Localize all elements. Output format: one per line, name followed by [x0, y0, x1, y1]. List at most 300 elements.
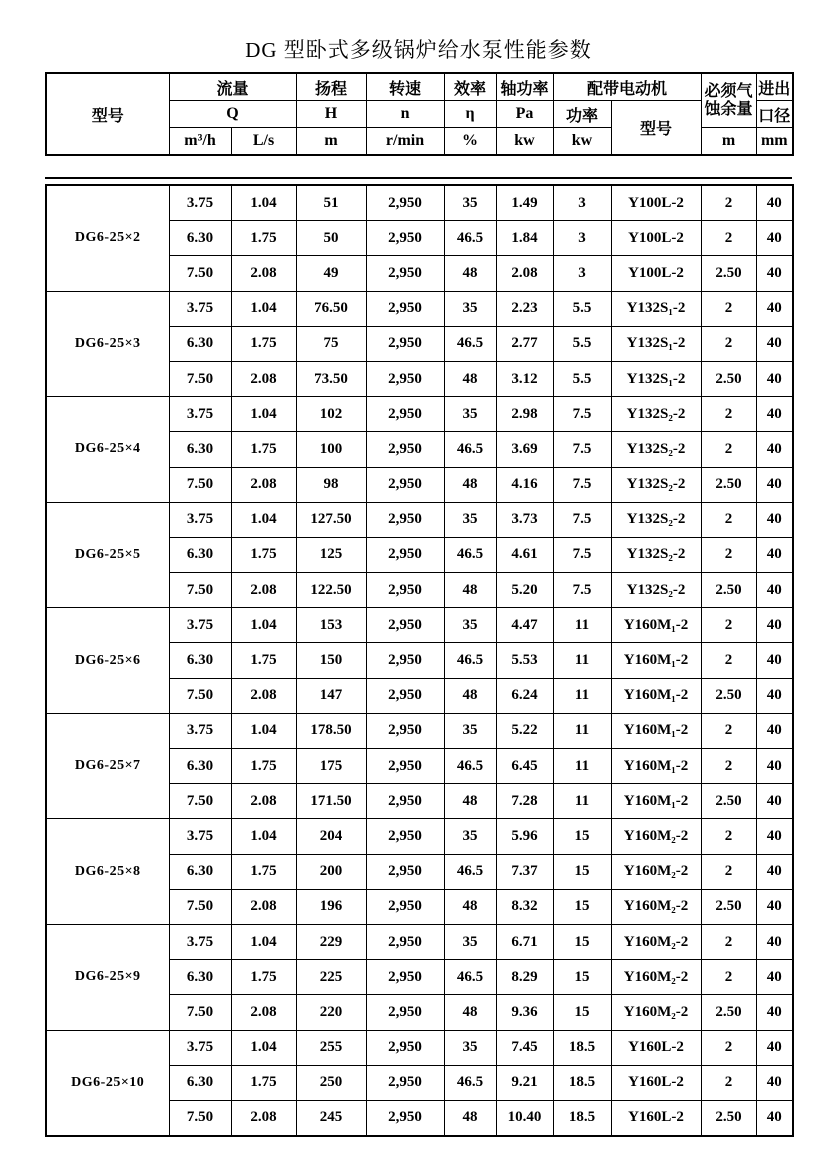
data-cell: 1.04	[231, 1030, 296, 1065]
data-cell: 2.08	[231, 678, 296, 713]
data-cell: 102	[296, 397, 366, 432]
data-cell: 1.04	[231, 397, 296, 432]
data-cell: 2	[701, 749, 756, 784]
data-cell: 7.5	[553, 432, 611, 467]
data-cell: 2,950	[366, 185, 444, 221]
data-cell: 46.5	[444, 854, 496, 889]
data-cell: 7.50	[169, 678, 231, 713]
symbol-speed: n	[366, 101, 444, 128]
data-cell: Y132S₁-2	[611, 291, 701, 326]
data-cell: 40	[756, 291, 793, 326]
data-cell: 48	[444, 467, 496, 502]
data-cell: Y160M₁-2	[611, 608, 701, 643]
data-cell: 4.61	[496, 537, 553, 572]
data-cell: 11	[553, 784, 611, 819]
data-cell: 2	[701, 432, 756, 467]
data-cell: 1.75	[231, 326, 296, 361]
unit-motor-power: kw	[553, 128, 611, 156]
data-cell: 7.5	[553, 397, 611, 432]
data-cell: 1.75	[231, 749, 296, 784]
data-cell: 40	[756, 1030, 793, 1065]
data-cell: 11	[553, 678, 611, 713]
data-cell: 2	[701, 326, 756, 361]
data-cell: 2	[701, 502, 756, 537]
data-cell: 2	[701, 537, 756, 572]
data-cell: 204	[296, 819, 366, 854]
data-cell: 229	[296, 924, 366, 959]
data-cell: 15	[553, 889, 611, 924]
data-cell: 3.75	[169, 291, 231, 326]
data-cell: Y132S₂-2	[611, 397, 701, 432]
data-cell: 15	[553, 995, 611, 1030]
data-cell: 5.22	[496, 713, 553, 748]
data-cell: 6.30	[169, 749, 231, 784]
data-cell: 49	[296, 256, 366, 291]
pump-model-cell: DG6-25×9	[46, 924, 169, 1030]
data-cell: 2.50	[701, 573, 756, 608]
data-cell: Y160M₁-2	[611, 784, 701, 819]
pump-model-cell: DG6-25×6	[46, 608, 169, 714]
data-cell: 220	[296, 995, 366, 1030]
data-cell: 2,950	[366, 713, 444, 748]
data-cell: 2,950	[366, 467, 444, 502]
data-cell: 18.5	[553, 1030, 611, 1065]
data-cell: 6.30	[169, 643, 231, 678]
data-cell: 2.50	[701, 678, 756, 713]
data-cell: 2,950	[366, 1030, 444, 1065]
table-row	[46, 713, 793, 748]
pump-model-cell: DG6-25×2	[46, 185, 169, 291]
data-cell: Y160M₂-2	[611, 854, 701, 889]
data-cell: 2,950	[366, 854, 444, 889]
data-cell: 2.50	[701, 361, 756, 396]
data-cell: 40	[756, 256, 793, 291]
data-cell: 35	[444, 185, 496, 221]
data-cell: 3.75	[169, 819, 231, 854]
data-cell: 10.40	[496, 1100, 553, 1136]
data-cell: 3	[553, 221, 611, 256]
pump-table-rows	[46, 185, 793, 1136]
data-cell: 48	[444, 361, 496, 396]
data-cell: 2	[701, 1030, 756, 1065]
data-cell: 6.30	[169, 854, 231, 889]
col-header-motor-model: 型号	[611, 101, 701, 156]
data-cell: 2.08	[231, 784, 296, 819]
data-cell: 18.5	[553, 1100, 611, 1136]
data-cell: 15	[553, 924, 611, 959]
data-cell: 1.75	[231, 221, 296, 256]
data-cell: 9.36	[496, 995, 553, 1030]
data-cell: 2.50	[701, 256, 756, 291]
pump-model-cell: DG6-25×3	[46, 291, 169, 397]
data-cell: 245	[296, 1100, 366, 1136]
header-row-1	[46, 73, 793, 101]
data-cell: 7.5	[553, 502, 611, 537]
data-cell: 35	[444, 608, 496, 643]
data-cell: Y160M₂-2	[611, 960, 701, 995]
table-continuation-line	[45, 177, 792, 179]
data-cell: 1.75	[231, 537, 296, 572]
unit-flow-ls: L/s	[231, 128, 296, 156]
pump-model-cell: DG6-25×10	[46, 1030, 169, 1136]
col-header-efficiency: 效率	[444, 73, 496, 101]
data-cell: 2.50	[701, 1100, 756, 1136]
data-cell: 171.50	[296, 784, 366, 819]
data-cell: 7.5	[553, 537, 611, 572]
data-cell: Y100L-2	[611, 185, 701, 221]
data-cell: 2,950	[366, 573, 444, 608]
col-header-flow: 流量	[169, 73, 296, 101]
data-cell: 255	[296, 1030, 366, 1065]
data-cell: 40	[756, 185, 793, 221]
data-cell: 2,950	[366, 819, 444, 854]
data-cell: Y100L-2	[611, 256, 701, 291]
document-page	[45, 0, 792, 1137]
data-cell: 48	[444, 889, 496, 924]
data-cell: 35	[444, 819, 496, 854]
data-cell: 48	[444, 995, 496, 1030]
data-cell: Y132S₁-2	[611, 361, 701, 396]
col-header-motor-power: 功率	[553, 101, 611, 128]
data-cell: 7.45	[496, 1030, 553, 1065]
data-cell: 40	[756, 819, 793, 854]
symbol-efficiency: η	[444, 101, 496, 128]
data-cell: 15	[553, 854, 611, 889]
data-cell: Y132S₂-2	[611, 432, 701, 467]
data-cell: 1.04	[231, 608, 296, 643]
data-cell: 35	[444, 502, 496, 537]
data-cell: Y160M₂-2	[611, 819, 701, 854]
table-row	[46, 397, 793, 432]
data-cell: 2,950	[366, 361, 444, 396]
data-cell: 11	[553, 643, 611, 678]
data-cell: 1.75	[231, 432, 296, 467]
data-cell: 250	[296, 1065, 366, 1100]
data-cell: 11	[553, 749, 611, 784]
data-cell: 2.08	[231, 889, 296, 924]
data-cell: Y132S₂-2	[611, 502, 701, 537]
col-header-port-line1: 进出	[756, 73, 793, 101]
data-cell: 2,950	[366, 1065, 444, 1100]
pump-model-cell: DG6-25×5	[46, 502, 169, 608]
data-cell: 8.32	[496, 889, 553, 924]
data-cell: 6.30	[169, 537, 231, 572]
data-cell: Y160M₁-2	[611, 643, 701, 678]
data-cell: 35	[444, 1030, 496, 1065]
data-cell: 11	[553, 713, 611, 748]
data-cell: 3.73	[496, 502, 553, 537]
data-cell: 46.5	[444, 1065, 496, 1100]
data-cell: 40	[756, 467, 793, 502]
pump-model-cell: DG6-25×4	[46, 397, 169, 503]
data-cell: 5.5	[553, 291, 611, 326]
data-cell: 46.5	[444, 221, 496, 256]
data-cell: Y160M₁-2	[611, 678, 701, 713]
data-cell: 46.5	[444, 432, 496, 467]
data-cell: Y160M₁-2	[611, 713, 701, 748]
data-cell: 1.04	[231, 185, 296, 221]
table-row	[46, 185, 793, 221]
unit-head: m	[296, 128, 366, 156]
data-cell: Y100L-2	[611, 221, 701, 256]
data-cell: 3.69	[496, 432, 553, 467]
table-row	[46, 291, 793, 326]
data-cell: 2.23	[496, 291, 553, 326]
data-cell: 2,950	[366, 397, 444, 432]
data-cell: Y160L-2	[611, 1100, 701, 1136]
data-cell: 40	[756, 397, 793, 432]
data-cell: 7.28	[496, 784, 553, 819]
data-cell: 200	[296, 854, 366, 889]
data-cell: 7.50	[169, 573, 231, 608]
data-cell: 7.50	[169, 256, 231, 291]
data-cell: 40	[756, 854, 793, 889]
data-cell: 7.5	[553, 573, 611, 608]
data-cell: 40	[756, 1100, 793, 1136]
data-cell: 7.50	[169, 995, 231, 1030]
page-title: DG 型卧式多级锅炉给水泵性能参数	[245, 38, 592, 62]
unit-npsh: m	[701, 128, 756, 156]
data-cell: 2,950	[366, 924, 444, 959]
data-cell: 100	[296, 432, 366, 467]
data-cell: 225	[296, 960, 366, 995]
data-cell: 6.30	[169, 221, 231, 256]
data-cell: 2	[701, 608, 756, 643]
unit-shaft-power: kw	[496, 128, 553, 156]
data-cell: 2,950	[366, 326, 444, 361]
data-cell: 2.77	[496, 326, 553, 361]
data-cell: 5.5	[553, 326, 611, 361]
data-cell: 1.04	[231, 291, 296, 326]
data-cell: 11	[553, 608, 611, 643]
data-cell: 2,950	[366, 432, 444, 467]
data-cell: 48	[444, 256, 496, 291]
data-cell: 2	[701, 221, 756, 256]
spec-table-header	[45, 72, 794, 156]
data-cell: 2	[701, 819, 756, 854]
data-cell: Y132S₂-2	[611, 573, 701, 608]
data-cell: 6.30	[169, 326, 231, 361]
data-cell: 40	[756, 326, 793, 361]
data-cell: 40	[756, 537, 793, 572]
data-cell: 2	[701, 713, 756, 748]
data-cell: 4.16	[496, 467, 553, 502]
col-header-head: 扬程	[296, 73, 366, 101]
data-cell: 7.50	[169, 467, 231, 502]
data-cell: 46.5	[444, 749, 496, 784]
data-cell: 15	[553, 819, 611, 854]
data-cell: 2.08	[496, 256, 553, 291]
data-cell: 2	[701, 960, 756, 995]
data-cell: 35	[444, 924, 496, 959]
data-cell: 3.75	[169, 924, 231, 959]
data-cell: 3	[553, 256, 611, 291]
data-cell: 2,950	[366, 502, 444, 537]
data-cell: 40	[756, 678, 793, 713]
symbol-head: H	[296, 101, 366, 128]
data-cell: 1.04	[231, 924, 296, 959]
data-cell: 7.50	[169, 361, 231, 396]
data-cell: 1.04	[231, 819, 296, 854]
data-cell: 2.50	[701, 467, 756, 502]
data-cell: 7.50	[169, 889, 231, 924]
data-cell: 6.24	[496, 678, 553, 713]
unit-port: mm	[756, 128, 793, 156]
data-cell: 3.75	[169, 713, 231, 748]
table-row	[46, 502, 793, 537]
data-cell: 40	[756, 713, 793, 748]
data-cell: 40	[756, 960, 793, 995]
data-cell: 3.75	[169, 502, 231, 537]
data-cell: Y160M₂-2	[611, 889, 701, 924]
data-cell: 125	[296, 537, 366, 572]
data-cell: 40	[756, 608, 793, 643]
data-cell: 35	[444, 291, 496, 326]
data-cell: 2.08	[231, 467, 296, 502]
col-header-shaft-power: 轴功率	[496, 73, 553, 101]
data-cell: Y160M₁-2	[611, 749, 701, 784]
data-cell: 46.5	[444, 960, 496, 995]
data-cell: 6.30	[169, 1065, 231, 1100]
data-cell: 40	[756, 784, 793, 819]
data-cell: Y160L-2	[611, 1030, 701, 1065]
data-cell: 2,950	[366, 221, 444, 256]
data-cell: 2	[701, 643, 756, 678]
unit-efficiency: %	[444, 128, 496, 156]
data-cell: 127.50	[296, 502, 366, 537]
data-cell: Y132S₂-2	[611, 537, 701, 572]
data-cell: 1.75	[231, 1065, 296, 1100]
data-cell: 40	[756, 432, 793, 467]
data-cell: 48	[444, 1100, 496, 1136]
data-cell: 48	[444, 784, 496, 819]
npsh-label-line1: 必须气	[704, 82, 753, 100]
data-cell: 2.08	[231, 361, 296, 396]
data-cell: 2,950	[366, 784, 444, 819]
pump-model-cell: DG6-25×7	[46, 713, 169, 819]
data-cell: 2	[701, 854, 756, 889]
data-cell: 2	[701, 397, 756, 432]
data-cell: 35	[444, 713, 496, 748]
data-cell: 1.04	[231, 502, 296, 537]
data-cell: 2	[701, 1065, 756, 1100]
data-cell: 15	[553, 960, 611, 995]
data-cell: 2	[701, 185, 756, 221]
data-cell: 150	[296, 643, 366, 678]
data-cell: 2.08	[231, 1100, 296, 1136]
data-cell: 2,950	[366, 291, 444, 326]
data-cell: 153	[296, 608, 366, 643]
data-cell: 2,950	[366, 643, 444, 678]
data-cell: 3.75	[169, 608, 231, 643]
data-cell: 50	[296, 221, 366, 256]
data-cell: 40	[756, 924, 793, 959]
data-cell: Y160M₂-2	[611, 924, 701, 959]
data-cell: 6.30	[169, 960, 231, 995]
data-cell: 5.5	[553, 361, 611, 396]
data-cell: 2	[701, 924, 756, 959]
data-cell: Y160L-2	[611, 1065, 701, 1100]
data-cell: 175	[296, 749, 366, 784]
data-cell: 2.50	[701, 889, 756, 924]
data-cell: 2.08	[231, 995, 296, 1030]
data-cell: 1.75	[231, 854, 296, 889]
data-cell: 40	[756, 995, 793, 1030]
data-cell: 40	[756, 889, 793, 924]
data-cell: 2,950	[366, 995, 444, 1030]
data-cell: 2,950	[366, 1100, 444, 1136]
data-cell: 1.04	[231, 713, 296, 748]
data-cell: 2,950	[366, 749, 444, 784]
data-cell: 35	[444, 397, 496, 432]
data-cell: 48	[444, 573, 496, 608]
pump-model-cell: DG6-25×8	[46, 819, 169, 925]
data-cell: 46.5	[444, 326, 496, 361]
data-cell: 46.5	[444, 643, 496, 678]
data-cell: 7.37	[496, 854, 553, 889]
table-row	[46, 819, 793, 854]
data-cell: 18.5	[553, 1065, 611, 1100]
data-cell: Y132S₂-2	[611, 467, 701, 502]
data-cell: 6.71	[496, 924, 553, 959]
col-header-npsh	[701, 73, 756, 128]
table-row	[46, 608, 793, 643]
data-cell: 3	[553, 185, 611, 221]
table-row	[46, 924, 793, 959]
data-cell: 3.12	[496, 361, 553, 396]
data-cell: 2.50	[701, 995, 756, 1030]
data-cell: 2,950	[366, 537, 444, 572]
npsh-label-line2: 蚀余量	[704, 100, 753, 118]
data-cell: 48	[444, 678, 496, 713]
data-cell: 7.50	[169, 784, 231, 819]
data-cell: 73.50	[296, 361, 366, 396]
unit-flow-m3h: m³/h	[169, 128, 231, 156]
data-cell: 5.53	[496, 643, 553, 678]
data-cell: 3.75	[169, 185, 231, 221]
data-cell: 147	[296, 678, 366, 713]
data-cell: 40	[756, 1065, 793, 1100]
data-cell: 40	[756, 643, 793, 678]
data-cell: 4.47	[496, 608, 553, 643]
data-cell: 2,950	[366, 960, 444, 995]
data-cell: 1.75	[231, 960, 296, 995]
data-cell: 5.20	[496, 573, 553, 608]
data-cell: 7.50	[169, 1100, 231, 1136]
data-cell: 98	[296, 467, 366, 502]
data-cell: 1.75	[231, 643, 296, 678]
table-row	[46, 1030, 793, 1065]
data-cell: 1.49	[496, 185, 553, 221]
data-cell: 2,950	[366, 889, 444, 924]
data-cell: 40	[756, 502, 793, 537]
symbol-flow: Q	[169, 101, 296, 128]
data-cell: 2,950	[366, 608, 444, 643]
data-cell: 7.5	[553, 467, 611, 502]
data-cell: 75	[296, 326, 366, 361]
data-cell: 6.45	[496, 749, 553, 784]
data-cell: 1.84	[496, 221, 553, 256]
data-cell: 40	[756, 749, 793, 784]
data-cell: 122.50	[296, 573, 366, 608]
col-header-pump-model: 型号	[46, 73, 169, 155]
data-cell: 76.50	[296, 291, 366, 326]
data-cell: 2.08	[231, 573, 296, 608]
data-cell: 9.21	[496, 1065, 553, 1100]
data-cell: 2.50	[701, 784, 756, 819]
data-cell: 2.98	[496, 397, 553, 432]
data-cell: 40	[756, 573, 793, 608]
